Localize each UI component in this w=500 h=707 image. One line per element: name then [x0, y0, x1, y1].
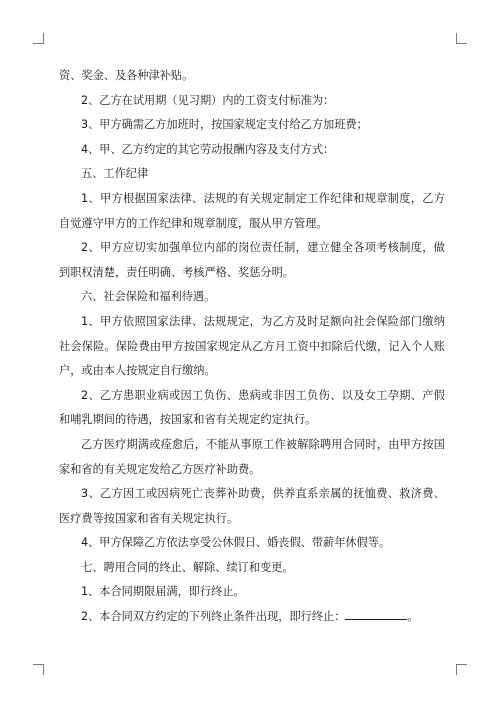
paragraph: 2、乙方患职业病或因工负伤、患病或非因工负伤、以及女工孕期、产假和哺乳期间的待遇，按国家和省有关规定约定执行。 [59, 388, 445, 427]
section-heading: 五、工作纪律 [81, 167, 149, 181]
paragraph: 资、奖金、及各种津补贴。 [59, 69, 194, 82]
paragraph: 2、乙方在试用期（见习期）内的工资支付标准为： [81, 93, 335, 107]
crop-mark-top-right [456, 33, 467, 44]
crop-mark-top-left [33, 33, 44, 44]
paragraph: 4、甲、乙方约定的其它劳动报酬内容及支付方式： [81, 142, 335, 156]
document-body [59, 64, 445, 630]
paragraph-with-blank [59, 605, 445, 630]
section-heading: 六、社会保险和福利待遇。 [81, 290, 216, 304]
fill-in-blank[interactable] [345, 608, 407, 620]
paragraph: 2、甲方应切实加强单位内部的岗位责任制，建立健全各项考核制度，做到职权清楚，责任明确、考核严格、奖惩分明。 [59, 241, 445, 279]
crop-mark-bottom-right [456, 664, 467, 675]
paragraph: 1、甲方根据国家法律、法规的有关规定制定工作纪律和规章制度，乙方自觉遵守甲方的工作纪律和规章制度，服从甲方管理。 [59, 191, 445, 230]
paragraph: 1、甲方依照国家法律、法规规定，为乙方及时足额向社会保险部门缴纳社会保险。保险费由甲方按国家规定从乙方月工资中扣除后代缴，记入个人账户，或由本人按规定自行缴纳。 [59, 314, 445, 378]
crop-mark-bottom-left [33, 664, 44, 675]
paragraph: 乙方医疗期满或痊愈后，不能从事原工作被解除聘用合同时，由甲方按国家和省的有关规定发给乙方医疗补助费。 [59, 437, 445, 476]
section-heading: 七、聘用合同的终止、解除、续订和变更。 [81, 560, 294, 574]
paragraph-prefix: 2、本合同双方约定的下列终止条件出现，即行终止： [81, 610, 346, 624]
paragraph: 1、本合同期限届满，即行终止。 [81, 585, 245, 599]
paragraph: 3、乙方因工或因病死亡丧葬补助费，供养直系亲属的抚恤费、救济费、医疗费等按国家和省有关规定执行。 [59, 487, 445, 525]
paragraph-suffix: 。 [407, 610, 419, 624]
paragraph: 3、甲方确需乙方加班时，按国家规定支付给乙方加班费； [81, 118, 368, 132]
paragraph: 4、甲方保障乙方依法享受公休假日、婚丧假、带薪年休假等。 [81, 536, 391, 550]
